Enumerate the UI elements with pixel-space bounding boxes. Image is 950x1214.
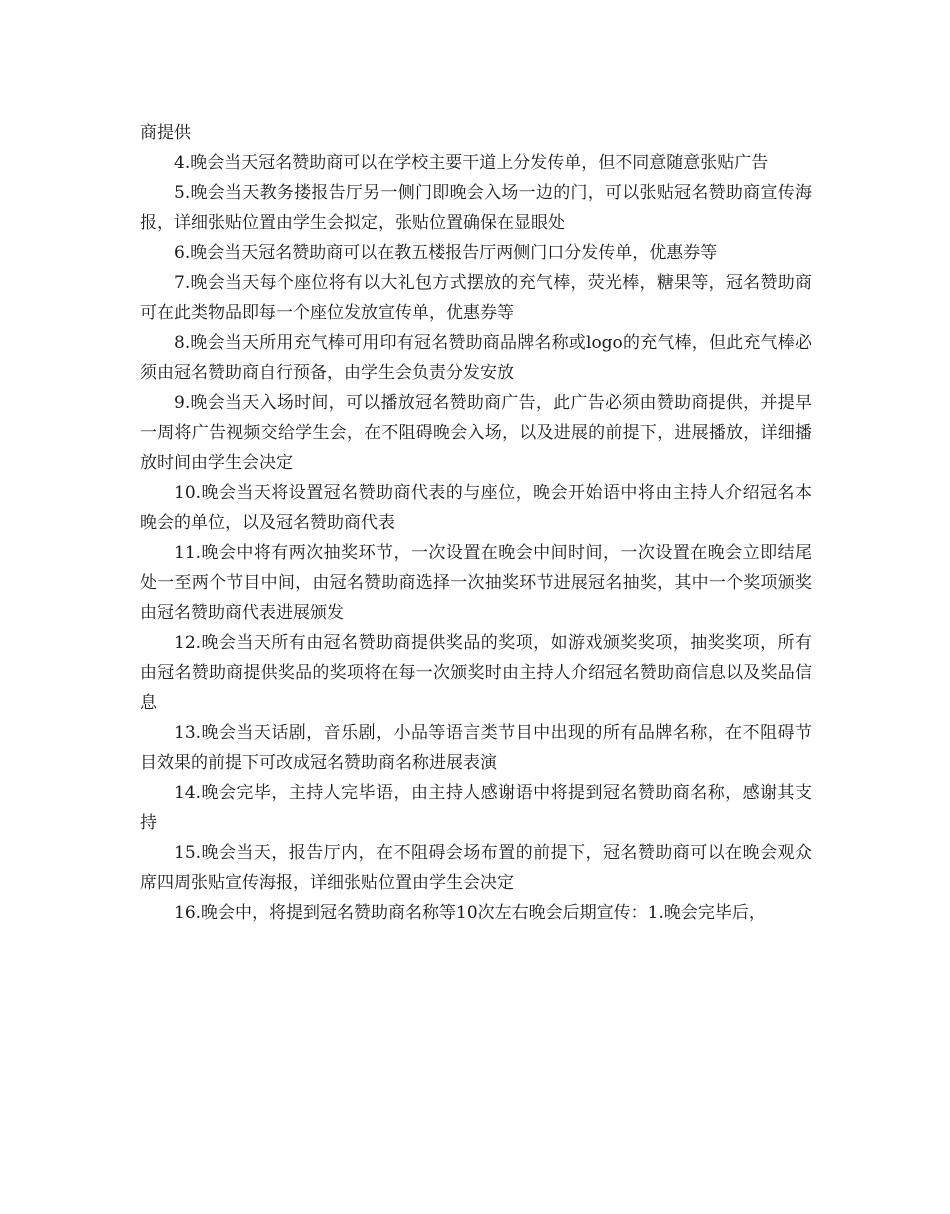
paragraph-item-5: 5.晚会当天教务搂报告厅另一侧门即晚会入场一边的门，可以张贴冠名赞助商宣传海报，详细张贴位置由学生会拟定，张贴位置确保在显眼处: [140, 183, 812, 233]
paragraph-continuation: 商提供: [140, 123, 191, 143]
paragraph-item-12: 12.晚会当天所有由冠名赞助商提供奖品的奖项，如游戏颁奖奖项，抽奖奖项，所有由冠名赞助商提供奖品的奖项将在每一次颁奖时由主持人介绍冠名赞助商信息以及奖品信息: [140, 633, 812, 713]
paragraph-item-8: 8.晚会当天所用充气棒可用印有冠名赞助商品牌名称或logo的充气棒，但此充气棒必须由冠名赞助商自行预备，由学生会负责分发安放: [140, 333, 812, 383]
document-body: [140, 118, 812, 928]
paragraph-item-16: 16.晚会中，将提到冠名赞助商名称等10次左右晚会后期宣传：1.晚会完毕后，: [174, 903, 766, 923]
paragraph-item-11: 11.晚会中将有两次抽奖环节，一次设置在晚会中间时间，一次设置在晚会立即结尾处一至两个节目中间，由冠名赞助商选择一次抽奖环节进展冠名抽奖，其中一个奖项颁奖由冠名赞助商代表进展颁发: [140, 543, 812, 623]
paragraph-item-4: 4.晚会当天冠名赞助商可以在学校主要干道上分发传单，但不同意随意张贴广告: [174, 153, 769, 173]
paragraph-item-13: 13.晚会当天话剧，音乐剧，小品等语言类节目中出现的所有品牌名称，在不阻碍节目效果的前提下可改成冠名赞助商名称进展表演: [140, 723, 812, 773]
paragraph-item-7: 7.晚会当天每个座位将有以大礼包方式摆放的充气棒，荧光棒，糖果等，冠名赞助商可在此类物品即每一个座位发放宣传单，优惠券等: [140, 273, 812, 323]
paragraph-item-10: 10.晚会当天将设置冠名赞助商代表的与座位，晚会开始语中将由主持人介绍冠名本晚会的单位，以及冠名赞助商代表: [140, 483, 812, 533]
paragraph-item-9: 9.晚会当天入场时间，可以播放冠名赞助商广告，此广告必须由赞助商提供，并提早一周将广告视频交给学生会，在不阻碍晚会入场，以及进展的前提下，进展播放，详细播放时间由学生会决定: [140, 393, 812, 473]
paragraph-item-15: 15.晚会当天，报告厅内，在不阻碍会场布置的前提下，冠名赞助商可以在晚会观众席四周张贴宣传海报，详细张贴位置由学生会决定: [140, 843, 812, 893]
paragraph-item-6: 6.晚会当天冠名赞助商可以在教五楼报告厅两侧门口分发传单，优惠券等: [174, 243, 718, 263]
paragraph-item-14: 14.晚会完毕，主持人完毕语，由主持人感谢语中将提到冠名赞助商名称，感谢其支持: [140, 783, 812, 833]
